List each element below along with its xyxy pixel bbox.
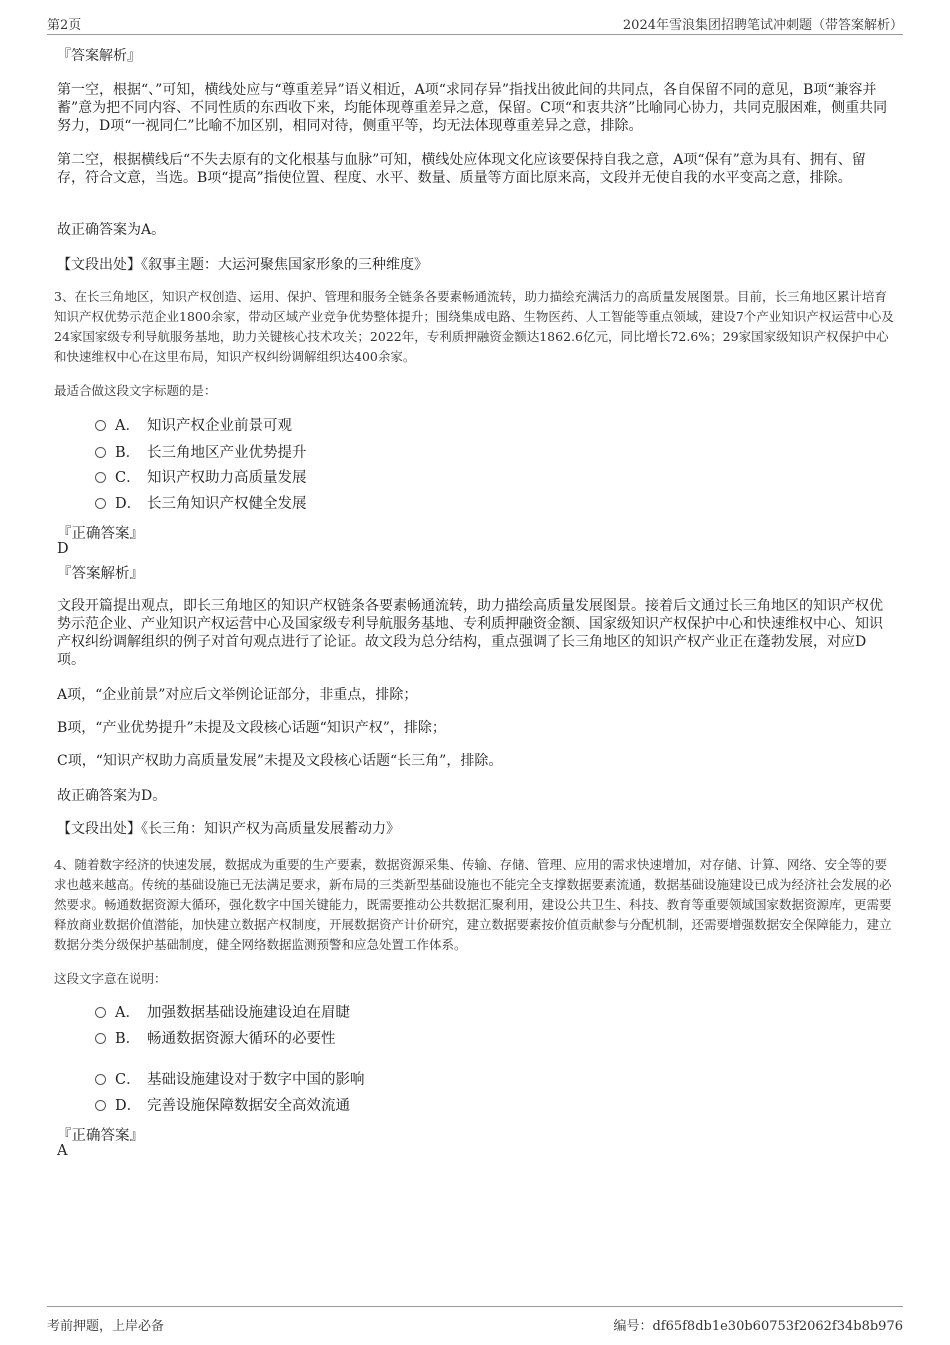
option-letter: A． bbox=[115, 1005, 140, 1021]
q2-analysis-para1: 第一空，根据“、”可知，横线处应与“尊重差异”语义相近，A项“求同存异”指找出彼此间的共同点，各自保留不同的意见，B项“兼容并蓄”意为把不同内容、不同性质的东西收下来，均能体现尊重差异之意，保留。C项“和衷共济”比喻同心协力，共同克服困难，侧重共同努力，D项“一视同仁”比喻不加区别，相同对待，侧重平等，均无法体现尊重差异之意，排除。 bbox=[57, 82, 888, 134]
q4-option-b[interactable] bbox=[95, 1029, 336, 1049]
q3-conclusion: 故正确答案为D。 bbox=[57, 788, 167, 804]
q3-analysis-c: C项，“知识产权助力高质量发展”未提及文段核心话题“长三角”，排除。 bbox=[57, 753, 503, 769]
page-number: 第2页 bbox=[47, 18, 82, 33]
q4-answer: A bbox=[57, 1143, 68, 1159]
q3-stem: 3、在长三角地区，知识产权创造、运用、保护、管理和服务全链条各要素畅通流转，助力描绘充满活力的高质量发展图景。目前，长三角地区累计培育知识产权优势示范企业1800余家，带动区域产业竞争优势整体提升；围绕集成电路、生物医药、人工智能等重点领域，建设7个产业知识产权运营中心及24家国家级专利导航服务基地，助力关键核心技术攻关；2022年，专利质押融资金额达1862.6亿元，同比增长72.6%；29家国家级知识产权保护中心和快速维权中心在这里布局，知识产权纠纷调解组织达400余家。 bbox=[54, 289, 894, 364]
q3-question: 最适合做这段文字标题的是： bbox=[54, 383, 217, 398]
q3-analysis-b: B项，“产业优势提升”未提及文段核心话题“知识产权”，排除； bbox=[57, 720, 446, 736]
radio-icon[interactable] bbox=[95, 1100, 106, 1111]
document-id: 编号：df65f8db1e30b60753f2062f34b8b976 bbox=[613, 1319, 903, 1334]
document-title: 2024年雪浪集团招聘笔试冲刺题（带答案解析） bbox=[622, 18, 903, 33]
option-letter: D． bbox=[115, 496, 142, 512]
page-header bbox=[47, 14, 903, 35]
q3-analysis-label: 『答案解析』 bbox=[57, 566, 144, 582]
q4-question: 这段文字意在说明： bbox=[54, 971, 167, 986]
q2-analysis-para2: 第二空，根据横线后“不失去原有的文化根基与血脉”可知，横线处应体现文化应该要保持自我之意，A项“保有”意为具有、拥有、留存，符合文意，当选。B项“提高”指使位置、程度、水平、数量、质量等方面比原来高，文段并无使自我的水平变高之意，排除。 bbox=[57, 152, 866, 186]
radio-icon[interactable] bbox=[95, 1033, 106, 1044]
radio-icon[interactable] bbox=[95, 1074, 106, 1085]
option-text: 完善设施保障数据安全高效流通 bbox=[147, 1098, 350, 1114]
q4-option-d[interactable] bbox=[95, 1096, 350, 1116]
page-footer bbox=[47, 1306, 903, 1337]
radio-icon[interactable] bbox=[95, 498, 106, 509]
q2-analysis-label: 『答案解析』 bbox=[57, 48, 141, 64]
q3-option-a[interactable] bbox=[95, 416, 292, 436]
option-text: 基础设施建设对于数字中国的影响 bbox=[147, 1072, 365, 1088]
option-text: 知识产权助力高质量发展 bbox=[147, 470, 307, 486]
q4-answer-label: 『正确答案』 bbox=[57, 1128, 144, 1144]
q4-stem: 4、随着数字经济的快速发展，数据成为重要的生产要素，数据资源采集、传输、存储、管理、应用的需求快速增加，对存储、计算、网络、安全等的要求也越来越高。传统的基础设施已无法满足要求，新布局的三类新型基础设施也不能完全支撑数据要素流通，数据基础设施建设已成为经济社会发展的必然要求。畅通数据资源大循环，强化数字中国关键能力，既需要推动公共数据汇聚利用，建设公共卫生、科技、教育等重要领域国家数据资源库，更需要释放商业数据价值潜能，加快建立数据产权制度，开展数据资产计价研究，建立数据要素按价值贡献参与分配机制，还需要增强数据安全保障能力，建立数据分类分级保护基础制度，健全网络数据监测预警和应急处置工作体系。 bbox=[54, 857, 892, 952]
q2-source: 【文段出处】《叙事主题：大运河聚焦国家形象的三种维度》 bbox=[57, 257, 428, 273]
q2-conclusion: 故正确答案为A。 bbox=[57, 222, 166, 238]
q3-answer-label: 『正确答案』 bbox=[57, 526, 144, 542]
q4-option-a[interactable] bbox=[95, 1003, 350, 1023]
q3-option-c[interactable] bbox=[95, 468, 307, 488]
q3-option-b[interactable] bbox=[95, 443, 307, 463]
option-text: 知识产权企业前景可观 bbox=[147, 418, 292, 434]
q3-source: 【文段出处】《长三角：知识产权为高质量发展蓄动力》 bbox=[57, 821, 400, 837]
radio-icon[interactable] bbox=[95, 472, 106, 483]
radio-icon[interactable] bbox=[95, 1007, 106, 1018]
option-text: 畅通数据资源大循环的必要性 bbox=[147, 1031, 336, 1047]
option-letter: A． bbox=[115, 418, 140, 434]
option-text: 加强数据基础设施建设迫在眉睫 bbox=[147, 1005, 350, 1021]
q3-answer: D bbox=[57, 541, 69, 557]
option-letter: B． bbox=[115, 445, 141, 461]
q3-analysis-para1: 文段开篇提出观点，即长三角地区的知识产权链条各要素畅通流转，助力描绘高质量发展图景。接着后文通过长三角地区的知识产权优势示范企业、产业知识产权运营中心及国家级专利导航服务基地、专利质押融资金额、国家级知识产权保护中心和快速维权中心、知识产权纠纷调解组织的例子对首句观点进行了论证。故文段为总分结构，重点强调了长三角地区的知识产权产业正在蓬勃发展，对应D项。 bbox=[57, 598, 883, 668]
q3-option-d[interactable] bbox=[95, 494, 307, 514]
footer-slogan: 考前押题，上岸必备 bbox=[47, 1319, 165, 1334]
radio-icon[interactable] bbox=[95, 420, 106, 431]
radio-icon[interactable] bbox=[95, 447, 106, 458]
option-letter: C． bbox=[115, 470, 141, 486]
q3-analysis-a: A项，“企业前景”对应后文举例论证部分，非重点，排除； bbox=[57, 687, 418, 703]
q4-option-c[interactable] bbox=[95, 1070, 365, 1090]
option-letter: C． bbox=[115, 1072, 141, 1088]
option-text: 长三角地区产业优势提升 bbox=[147, 445, 307, 461]
option-letter: B． bbox=[115, 1031, 141, 1047]
option-letter: D． bbox=[115, 1098, 142, 1114]
option-text: 长三角知识产权健全发展 bbox=[147, 496, 307, 512]
